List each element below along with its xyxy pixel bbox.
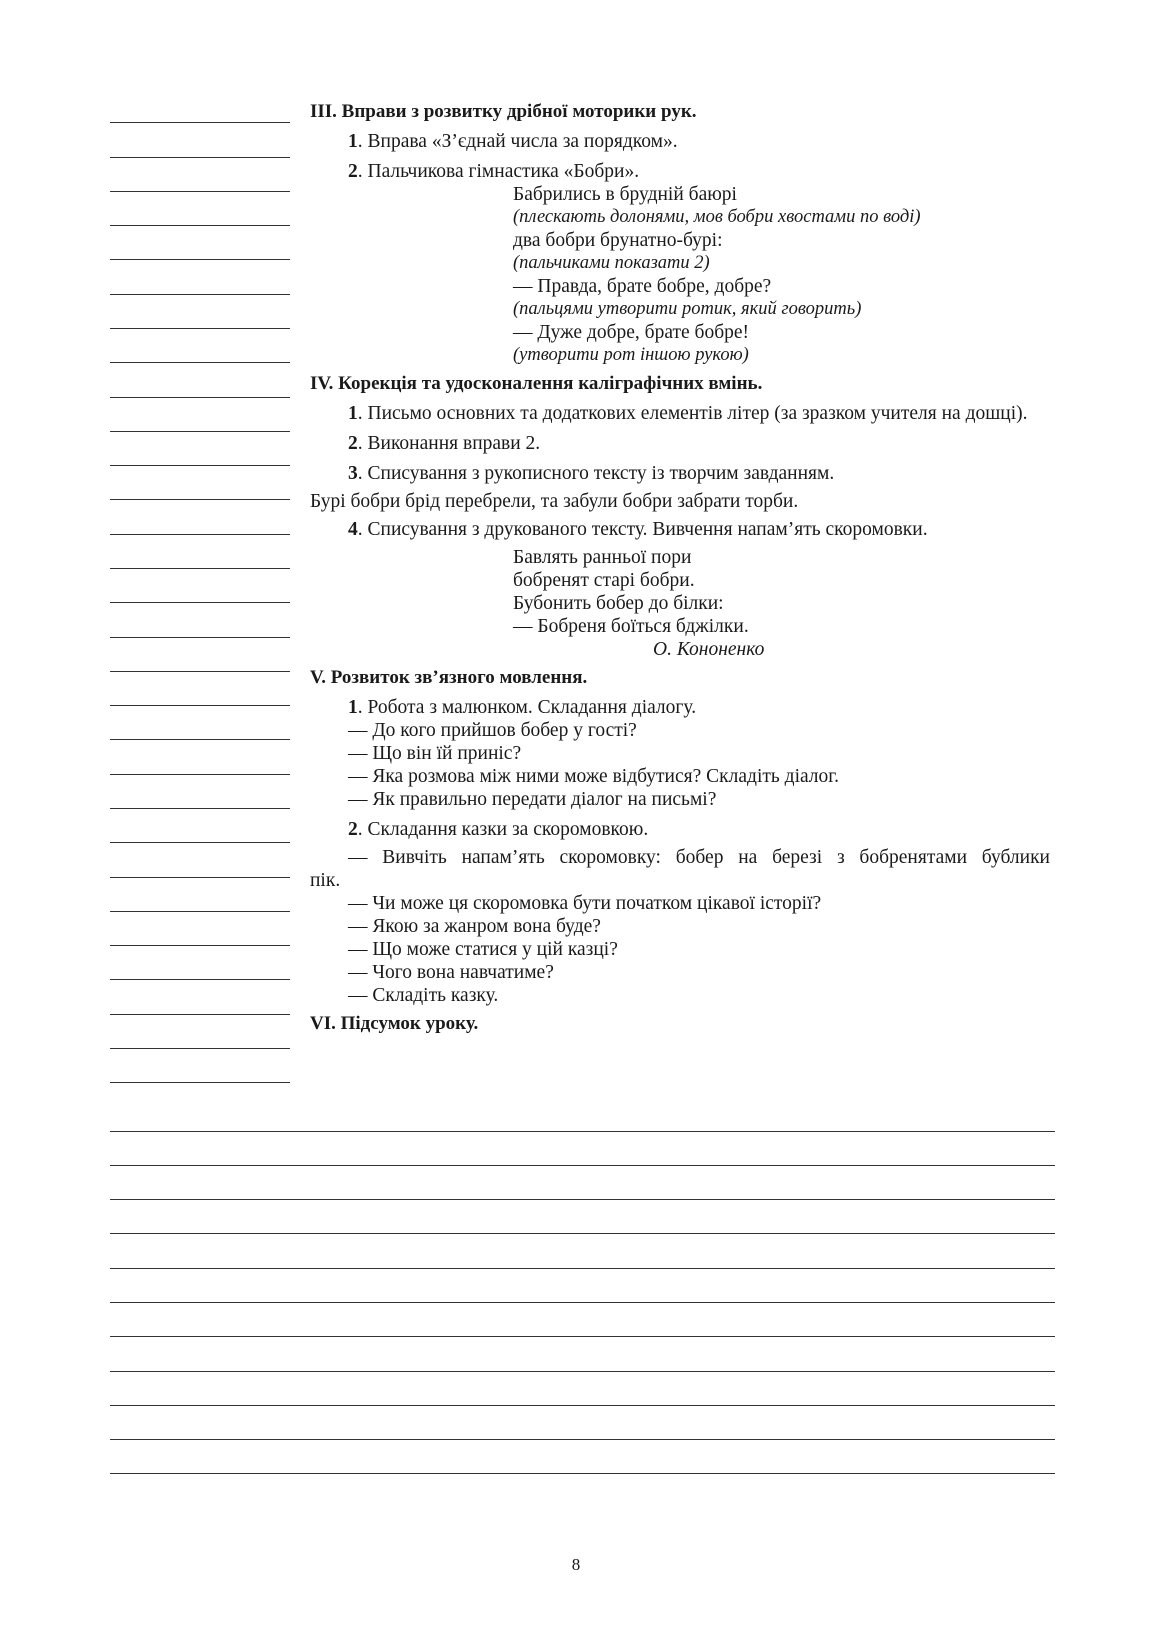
margin-note-line [110,637,290,638]
section-heading: VI. Підсумок уроку. [310,1013,479,1034]
item-text: . Списування з друкованого тексту. Вивчення напам’ять скоромовки. [357,519,928,540]
poem-line: бобренят старі бобри. [513,570,695,591]
question-line: — Складіть казку. [348,985,499,1006]
poem-instruction: (пальцями утворити ротик, який говорить) [513,299,862,319]
item-number: 4 [348,519,358,540]
margin-note-line [110,945,290,946]
margin-note-line [110,397,290,398]
margin-note-line [110,671,290,672]
item-text: . Складання казки за скоромовкою. [357,819,649,840]
writing-line [110,1165,1055,1166]
writing-line [110,1371,1055,1372]
copy-example-sentence: Бурі бобри брід перебрели, та забули бобри забрати торби. [310,491,799,512]
writing-line [110,1405,1055,1406]
margin-note-line [110,979,290,980]
margin-note-line [110,842,290,843]
poem-line: — Правда, брате бобре, добре? [513,276,772,297]
margin-note-line [110,328,290,329]
margin-note-line [110,1048,290,1049]
margin-note-line [110,191,290,192]
margin-note-line [110,739,290,740]
list-item [310,818,1050,841]
margin-note-line [110,602,290,603]
item-number: 2 [348,819,358,840]
margin-note-line [110,465,290,466]
margin-note-line [110,294,290,295]
poem-line: два бобри брунатно-бурі: [513,230,723,251]
poem-instruction: (утворити рот іншою рукою) [513,345,749,365]
writing-line [110,1233,1055,1234]
list-item [310,518,1050,541]
section-heading: III. Вправи з розвитку дрібної моторики рук. [310,101,697,122]
writing-line [110,1302,1055,1303]
item-number: 2 [348,161,358,182]
margin-note-line [110,1014,290,1015]
item-text: . Виконання вправи 2. [357,433,541,454]
margin-note-line [110,774,290,775]
item-text: . Вправа «З’єднай числа за порядком». [357,131,678,152]
margin-note-line [110,705,290,706]
page-number: 8 [571,1555,581,1574]
section-heading: IV. Корекція та удосконалення каліграфічних вмінь. [310,373,763,394]
margin-note-line [110,259,290,260]
poem-line: Бабрились в брудній баюрі [513,184,737,205]
lesson-plan-content [310,100,1050,1035]
writing-line [110,1473,1055,1474]
list-item [310,130,1050,153]
margin-note-line [110,534,290,535]
section-heading: V. Розвиток зв’язного мовлення. [310,667,588,688]
question-line-continuation: пік. [310,870,341,891]
margin-note-line [110,157,290,158]
question-line: — Вивчіть напам’ять скоромовку: бобер на березі з бобренятами бублики [348,847,1050,868]
writing-line [110,1439,1055,1440]
writing-line [110,1131,1055,1132]
list-item [310,160,1050,183]
question-line: — Якою за жанром вона буде? [348,916,601,937]
margin-note-line [110,568,290,569]
margin-note-line [110,122,290,123]
poem-instruction: (пальчиками показати 2) [513,253,710,273]
margin-note-line [110,911,290,912]
writing-line [110,1199,1055,1200]
question-line: — Яка розмова між ними може відбутися? Складіть діалог. [348,766,839,787]
item-number: 1 [348,403,358,424]
item-text: . Робота з малюнком. Складання діалогу. [357,697,697,718]
poem-line: — Бобреня боїться бджілки. [513,616,749,637]
question-line: — Чи може ця скоромовка бути початком цікавої історії? [348,893,822,914]
question-line: — Як правильно передати діалог на письмі? [348,789,717,810]
item-number: 1 [348,697,358,718]
item-number: 1 [348,131,358,152]
item-text: . Пальчикова гімнастика «Бобри». [357,161,640,182]
item-text: . Письмо основних та додаткових елементів літер (за зразком учителя на дошці). [357,403,1028,424]
list-item [310,402,1050,425]
list-item [310,696,1050,719]
writing-line [110,1336,1055,1337]
margin-note-line [110,431,290,432]
item-text: . Списування з рукописного тексту із творчим завданням. [357,463,835,484]
list-item [310,462,1050,485]
margin-note-line [110,499,290,500]
question-line: — До кого прийшов бобер у гості? [348,720,637,741]
question-line: — Що може статися у цій казці? [348,939,618,960]
margin-note-line [110,362,290,363]
poem-line: — Дуже добре, брате бобре! [513,322,750,343]
question-line: — Що він їй приніс? [348,743,522,764]
poem-author: О. Кононенко [653,639,765,660]
list-item [310,432,1050,455]
writing-line [110,1268,1055,1269]
margin-note-line [110,808,290,809]
item-number: 3 [348,463,358,484]
poem-line: Бавлять ранньої пори [513,547,692,568]
poem-line: Бубонить бобер до білки: [513,593,724,614]
poem-instruction: (плескають долонями, мов бобри хвостами по воді) [513,207,921,227]
margin-note-line [110,225,290,226]
item-number: 2 [348,433,358,454]
margin-note-line [110,877,290,878]
question-line: — Чого вона навчатиме? [348,962,554,983]
margin-note-line [110,1082,290,1083]
